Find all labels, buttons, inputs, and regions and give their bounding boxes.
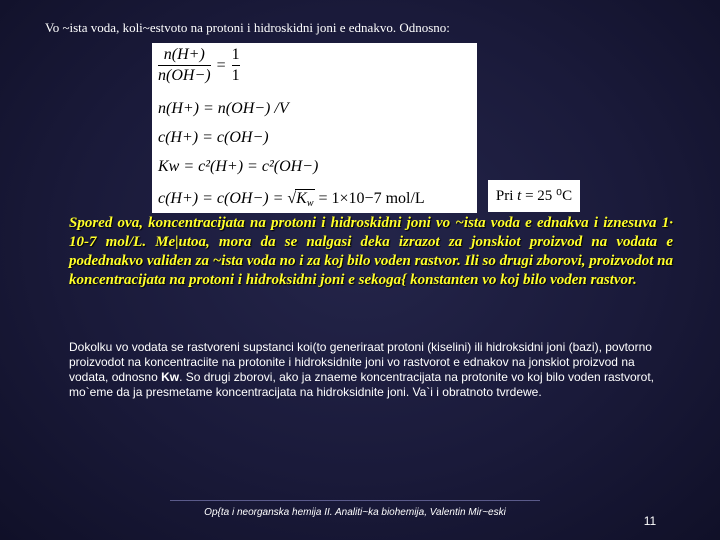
condition-prefix: Pri [495, 188, 518, 204]
intro-text: Vo ~ista voda, koli~estvoto na protoni i hidroskidni joni e ednakvo. Odnosno: [45, 20, 450, 35]
body-part-1: Dokolku vo vodata se rastvoreni supstanci koi(to generiraat protoni (kiselini) ili hidroksidni joni (bazi), povtorno proizvodot na koncentraciite na protonite i hidroksidnite joni vo rastvorot e ednakov na jonskiot proizvod na vodata, odnosno [69, 340, 652, 384]
body-paragraph [69, 340, 673, 400]
footer-divider [170, 500, 540, 501]
equation-line-5-left: c(H+) = c(OH−) = [158, 190, 284, 207]
equation-line-2: n(H+) = n(OH−) /V [158, 100, 289, 117]
body-part-2: . So drugi zborovi, ako ja znaeme koncentracijata na protonite vo koj bilo voden rastvorot, mo`eme da ja presmetame koncentracijata na hidroksidnite joni. Va`i i obratnoto tvrdewe. [69, 370, 655, 399]
page-number: 11 [643, 514, 657, 528]
kw-symbol: Kw [161, 370, 180, 384]
footer-text: Op{ta i neorganska hemija II. Analiti~ka biohemija, Valentin Mir~eski [204, 507, 506, 518]
condition-var: t [517, 188, 522, 204]
frac-denominator: n(OH−) [158, 67, 211, 84]
highlight-paragraph: Spored ova, koncentracijata na protoni i hidroskidni joni vo ~ista voda e ednakva i iznesuva 1· 10-7 mol/L. Me|utoa, mora da se nalgasi deka izrazot za jonskiot proizvod na vodata e podednakvo validen za ~ista voda no i za koj bilo voden rastvor. Ili so drugi zborovi, proizvodot na koncentracijata na protoni i hidroksidni joni e sekoga{ konstanten vo koj bilo voden rastvor. [69, 215, 673, 288]
frac-numerator: n(H+) [163, 46, 205, 63]
formula-box [152, 43, 477, 213]
equation-line-3: c(H+) = c(OH−) [158, 129, 269, 146]
sqrt-icon: √ [287, 190, 297, 207]
equation-line-5 [158, 189, 425, 209]
sqrt-radicand: $K_w$ [296, 190, 314, 209]
condition-value: = 25 ⁰C [521, 188, 573, 204]
frac-rhs-denominator: 1 [231, 67, 240, 84]
equation-line-4: Kw = c²(H+) = c²(OH−) [158, 158, 319, 175]
equation-line-5-right: = 1×10−7 mol/L [318, 190, 425, 207]
frac-rhs-numerator: 1 [231, 46, 240, 63]
temperature-condition [488, 180, 580, 212]
ratio-fraction: n(H+) n(OH−) = 1 1 [158, 46, 240, 84]
